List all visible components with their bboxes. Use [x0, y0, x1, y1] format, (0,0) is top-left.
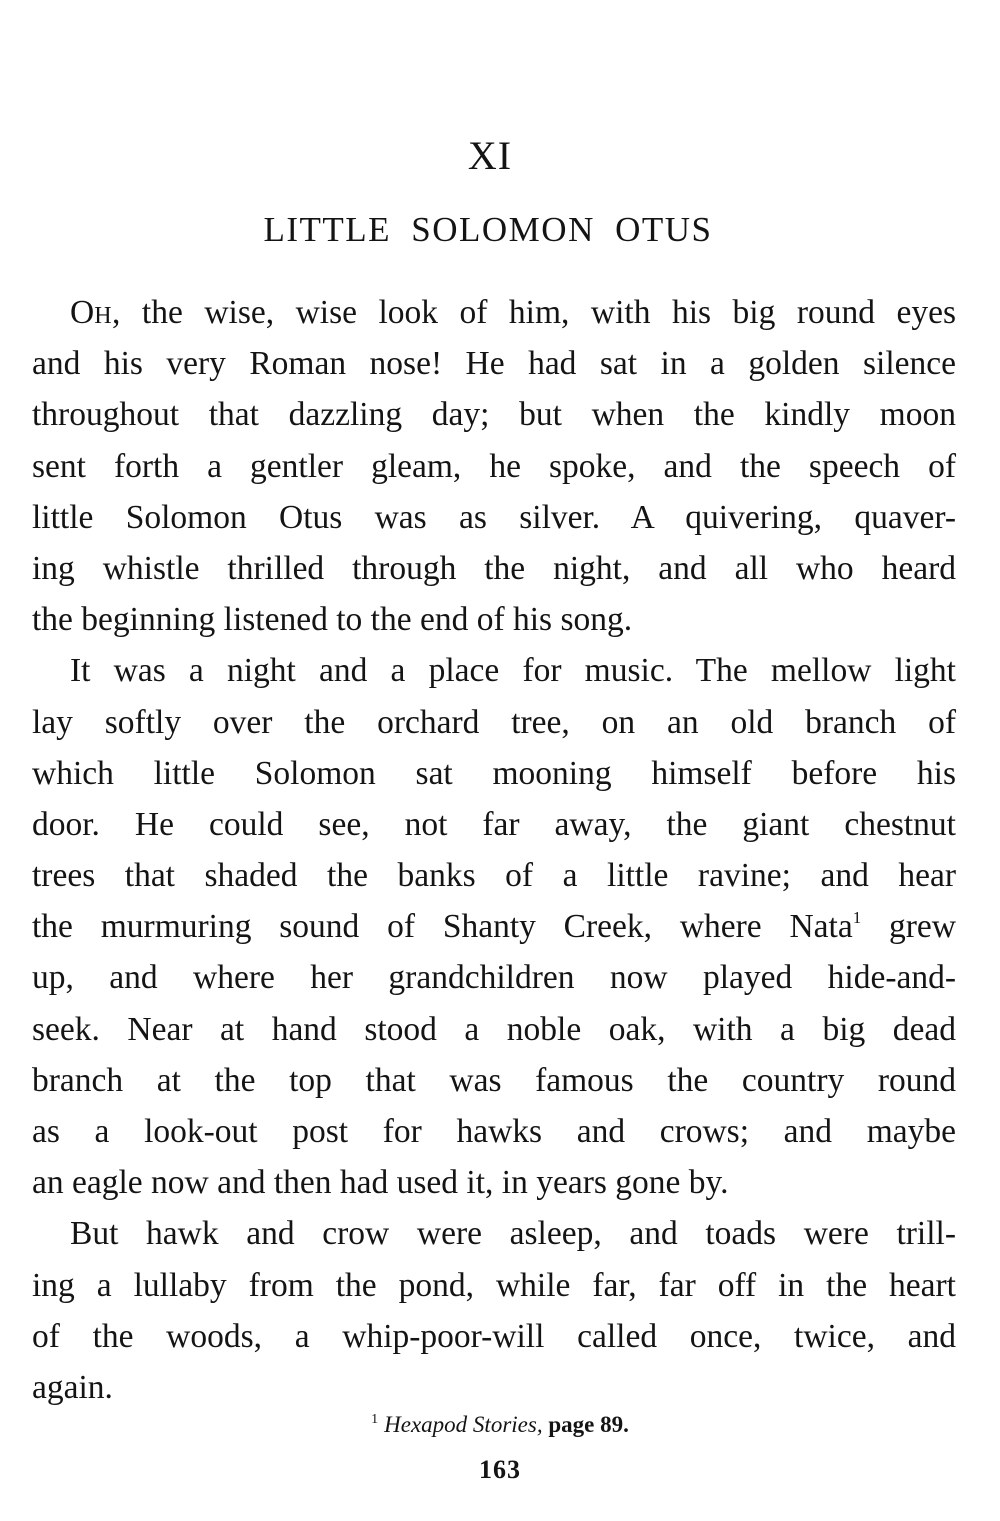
- chapter-title: LITTLE SOLOMON OTUS: [263, 210, 713, 249]
- paragraph-3: [32, 1208, 956, 1413]
- text-segment: grew: [889, 908, 956, 946]
- page-number: 163: [479, 1455, 521, 1484]
- opening-word: OH: [70, 294, 113, 331]
- text-line: lay softly over the orchard tree, on an old branch of: [32, 703, 956, 741]
- text-line: throughout that dazzling day; but when the kindly moon: [32, 396, 956, 434]
- text-segment: , the wise, wise look of him, with his big round eyes: [112, 294, 956, 331]
- text-line: ing a lullaby from the pond, while far, far off in the heart: [32, 1266, 956, 1304]
- text-line: It was a night and a place for music. The mellow light: [70, 652, 956, 690]
- text-line: and his very Roman nose! He had sat in a golden silence: [32, 345, 956, 383]
- paragraph-1: [32, 287, 956, 645]
- text-line: trees that shaded the banks of a little ravine; and hear: [32, 857, 956, 895]
- chapter-number: XI: [467, 133, 513, 178]
- text-line: an eagle now and then had used it, in years gone by.: [32, 1164, 729, 1202]
- text-segment: the murmuring sound of Shanty Creek, where Nata: [32, 908, 853, 946]
- text-line: which little Solomon sat mooning himself before his: [32, 754, 956, 792]
- footnote-marker: 1: [852, 908, 862, 928]
- text-line: branch at the top that was famous the country round: [32, 1061, 956, 1099]
- paragraph-2: [32, 645, 956, 1208]
- text-line: as a look-out post for hawks and crows; and maybe: [32, 1113, 956, 1150]
- body-text: [32, 287, 956, 1413]
- text-line: sent forth a gentler gleam, he spoke, and the speech of: [32, 447, 956, 485]
- text-line: of the woods, a whip-poor-will called once, twice, and: [32, 1317, 956, 1355]
- text-line: again.: [32, 1368, 113, 1406]
- footnote: [0, 1412, 1000, 1438]
- footnote-title: Hexapod Stories,: [384, 1412, 543, 1437]
- text-line: up, and where her grandchildren now played hide-and-: [32, 959, 956, 997]
- footnote-reference: page 89.: [548, 1412, 629, 1437]
- text-line: door. He could see, not far away, the giant chestnut: [32, 805, 956, 843]
- text-line: the beginning listened to the end of his song.: [32, 601, 633, 639]
- text-line: seek. Near at hand stood a noble oak, with a big dead: [32, 1010, 956, 1048]
- text-line: But hawk and crow were asleep, and toads were trill-: [70, 1215, 956, 1253]
- text-line-with-footnote: [32, 901, 956, 952]
- text-line: ing whistle thrilled through the night, and all who heard: [32, 549, 956, 587]
- footnote-number: 1: [371, 1412, 379, 1427]
- text-line: little Solomon Otus was as silver. A quivering, quaver-: [32, 498, 956, 536]
- text-line: [32, 287, 956, 338]
